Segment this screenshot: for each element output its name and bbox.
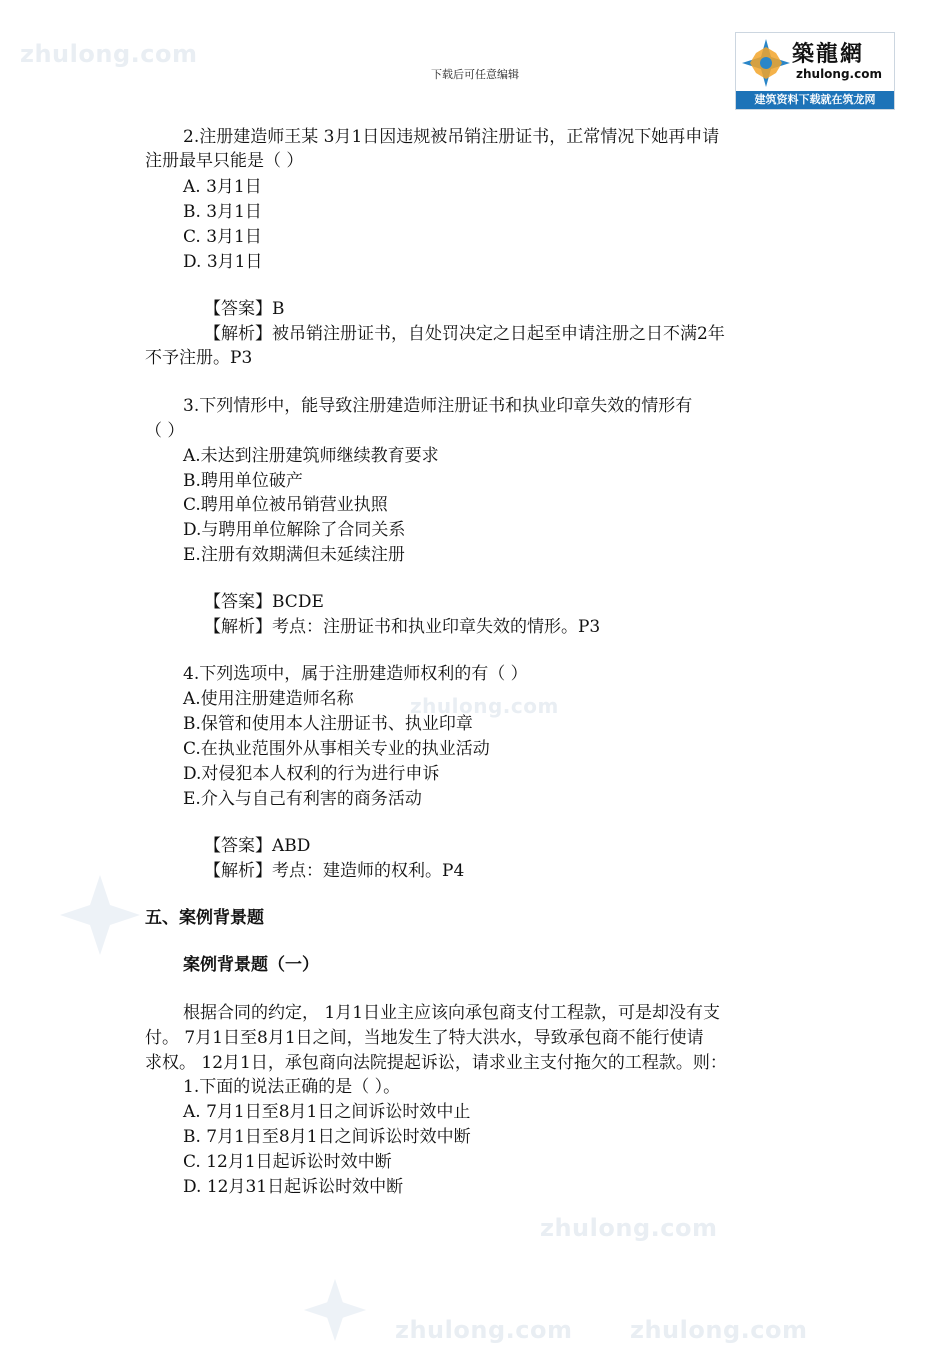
question-4-option-d: D.对侵犯本人权利的行为进行申诉: [183, 764, 440, 784]
question-4-analysis: 【解析】考点：建造师的权利。P4: [204, 861, 465, 881]
question-4-option-a: A.使用注册建造师名称: [183, 689, 354, 709]
question-2-option-b: B. 3月1日: [183, 202, 262, 222]
case-title: 案例背景题（一）: [183, 955, 319, 975]
logo-slogan: 建筑资料下载就在筑龙网: [736, 91, 894, 109]
question-3-stem: 3.下列情形中，能导致注册建造师注册证书和执业印章失效的情形有: [183, 396, 693, 416]
zhulong-logo: [735, 32, 895, 110]
question-2-analysis-cont: 不予注册。P3: [145, 348, 253, 368]
question-2-option-a: A. 3月1日: [183, 177, 262, 197]
case-question-1-stem: 1.下面的说法正确的是（ ）。: [183, 1077, 401, 1097]
snowflake-logo-icon: [740, 37, 792, 89]
question-3-option-e: E.注册有效期满但未延续注册: [183, 545, 405, 565]
question-4-option-c: C.在执业范围外从事相关专业的执业活动: [183, 739, 490, 759]
case-question-1-option-a: A. 7月1日至8月1日之间诉讼时效中止: [183, 1102, 471, 1122]
watermark-snowflake-icon: [300, 1275, 370, 1345]
question-2-option-c: C. 3月1日: [183, 227, 262, 247]
question-2-stem: 2.注册建造师王某 3月1日因违规被吊销注册证书，正常情况下她再申请: [183, 127, 720, 147]
question-3-analysis: 【解析】考点：注册证书和执业印章失效的情形。P3: [204, 617, 601, 637]
watermark-text: zhulong.com: [395, 1316, 573, 1344]
case-paragraph-line: 根据合同的约定， 1月1日业主应该向承包商支付工程款，可是却没有支: [183, 1003, 721, 1023]
question-3-option-a: A.未达到注册建筑师继续教育要求: [183, 446, 439, 466]
question-3-option-d: D.与聘用单位解除了合同关系: [183, 520, 406, 540]
case-question-1-option-d: D. 12月31日起诉讼时效中断: [183, 1177, 404, 1197]
question-4-option-e: E.介入与自己有利害的商务活动: [183, 789, 422, 809]
watermark-text: zhulong.com: [540, 1214, 718, 1242]
watermark-text: zhulong.com: [410, 694, 559, 718]
case-paragraph-line: 付。 7月1日至8月1日之间，当地发生了特大洪水，导致承包商不能行使请: [145, 1028, 704, 1048]
question-2-stem-cont: 注册最早只能是（ ）: [145, 151, 304, 171]
case-paragraph-line: 求权。 12月1日，承包商向法院提起诉讼，请求业主支付拖欠的工程款。则：: [145, 1053, 727, 1073]
question-2-analysis: 【解析】被吊销注册证书，自处罚决定之日起至申请注册之日不满2年: [204, 324, 725, 344]
question-2-option-d: D. 3月1日: [183, 252, 263, 272]
logo-domain: zhulong.com: [796, 67, 882, 81]
watermark-text: zhulong.com: [20, 40, 198, 68]
question-4-answer: 【答案】ABD: [204, 836, 311, 856]
question-3-stem-cont: （ ）: [145, 421, 185, 441]
case-question-1-option-c: C. 12月1日起诉讼时效中断: [183, 1152, 392, 1172]
case-question-1-option-b: B. 7月1日至8月1日之间诉讼时效中断: [183, 1127, 471, 1147]
question-3-answer: 【答案】BCDE: [204, 592, 324, 612]
watermark-text: zhulong.com: [630, 1316, 808, 1344]
header-note: 下载后可任意编辑: [431, 68, 519, 81]
question-3-option-c: C.聘用单位被吊销营业执照: [183, 495, 388, 515]
watermark-snowflake-icon: [55, 870, 145, 960]
question-4-stem: 4.下列选项中，属于注册建造师权利的有（ ）: [183, 664, 528, 684]
question-4-option-b: B.保管和使用本人注册证书、执业印章: [183, 714, 473, 734]
question-2-answer: 【答案】B: [204, 299, 285, 319]
section-heading: 五、案例背景题: [145, 908, 264, 928]
question-3-option-b: B.聘用单位破产: [183, 471, 303, 491]
logo-name: 築龍網: [792, 41, 865, 67]
